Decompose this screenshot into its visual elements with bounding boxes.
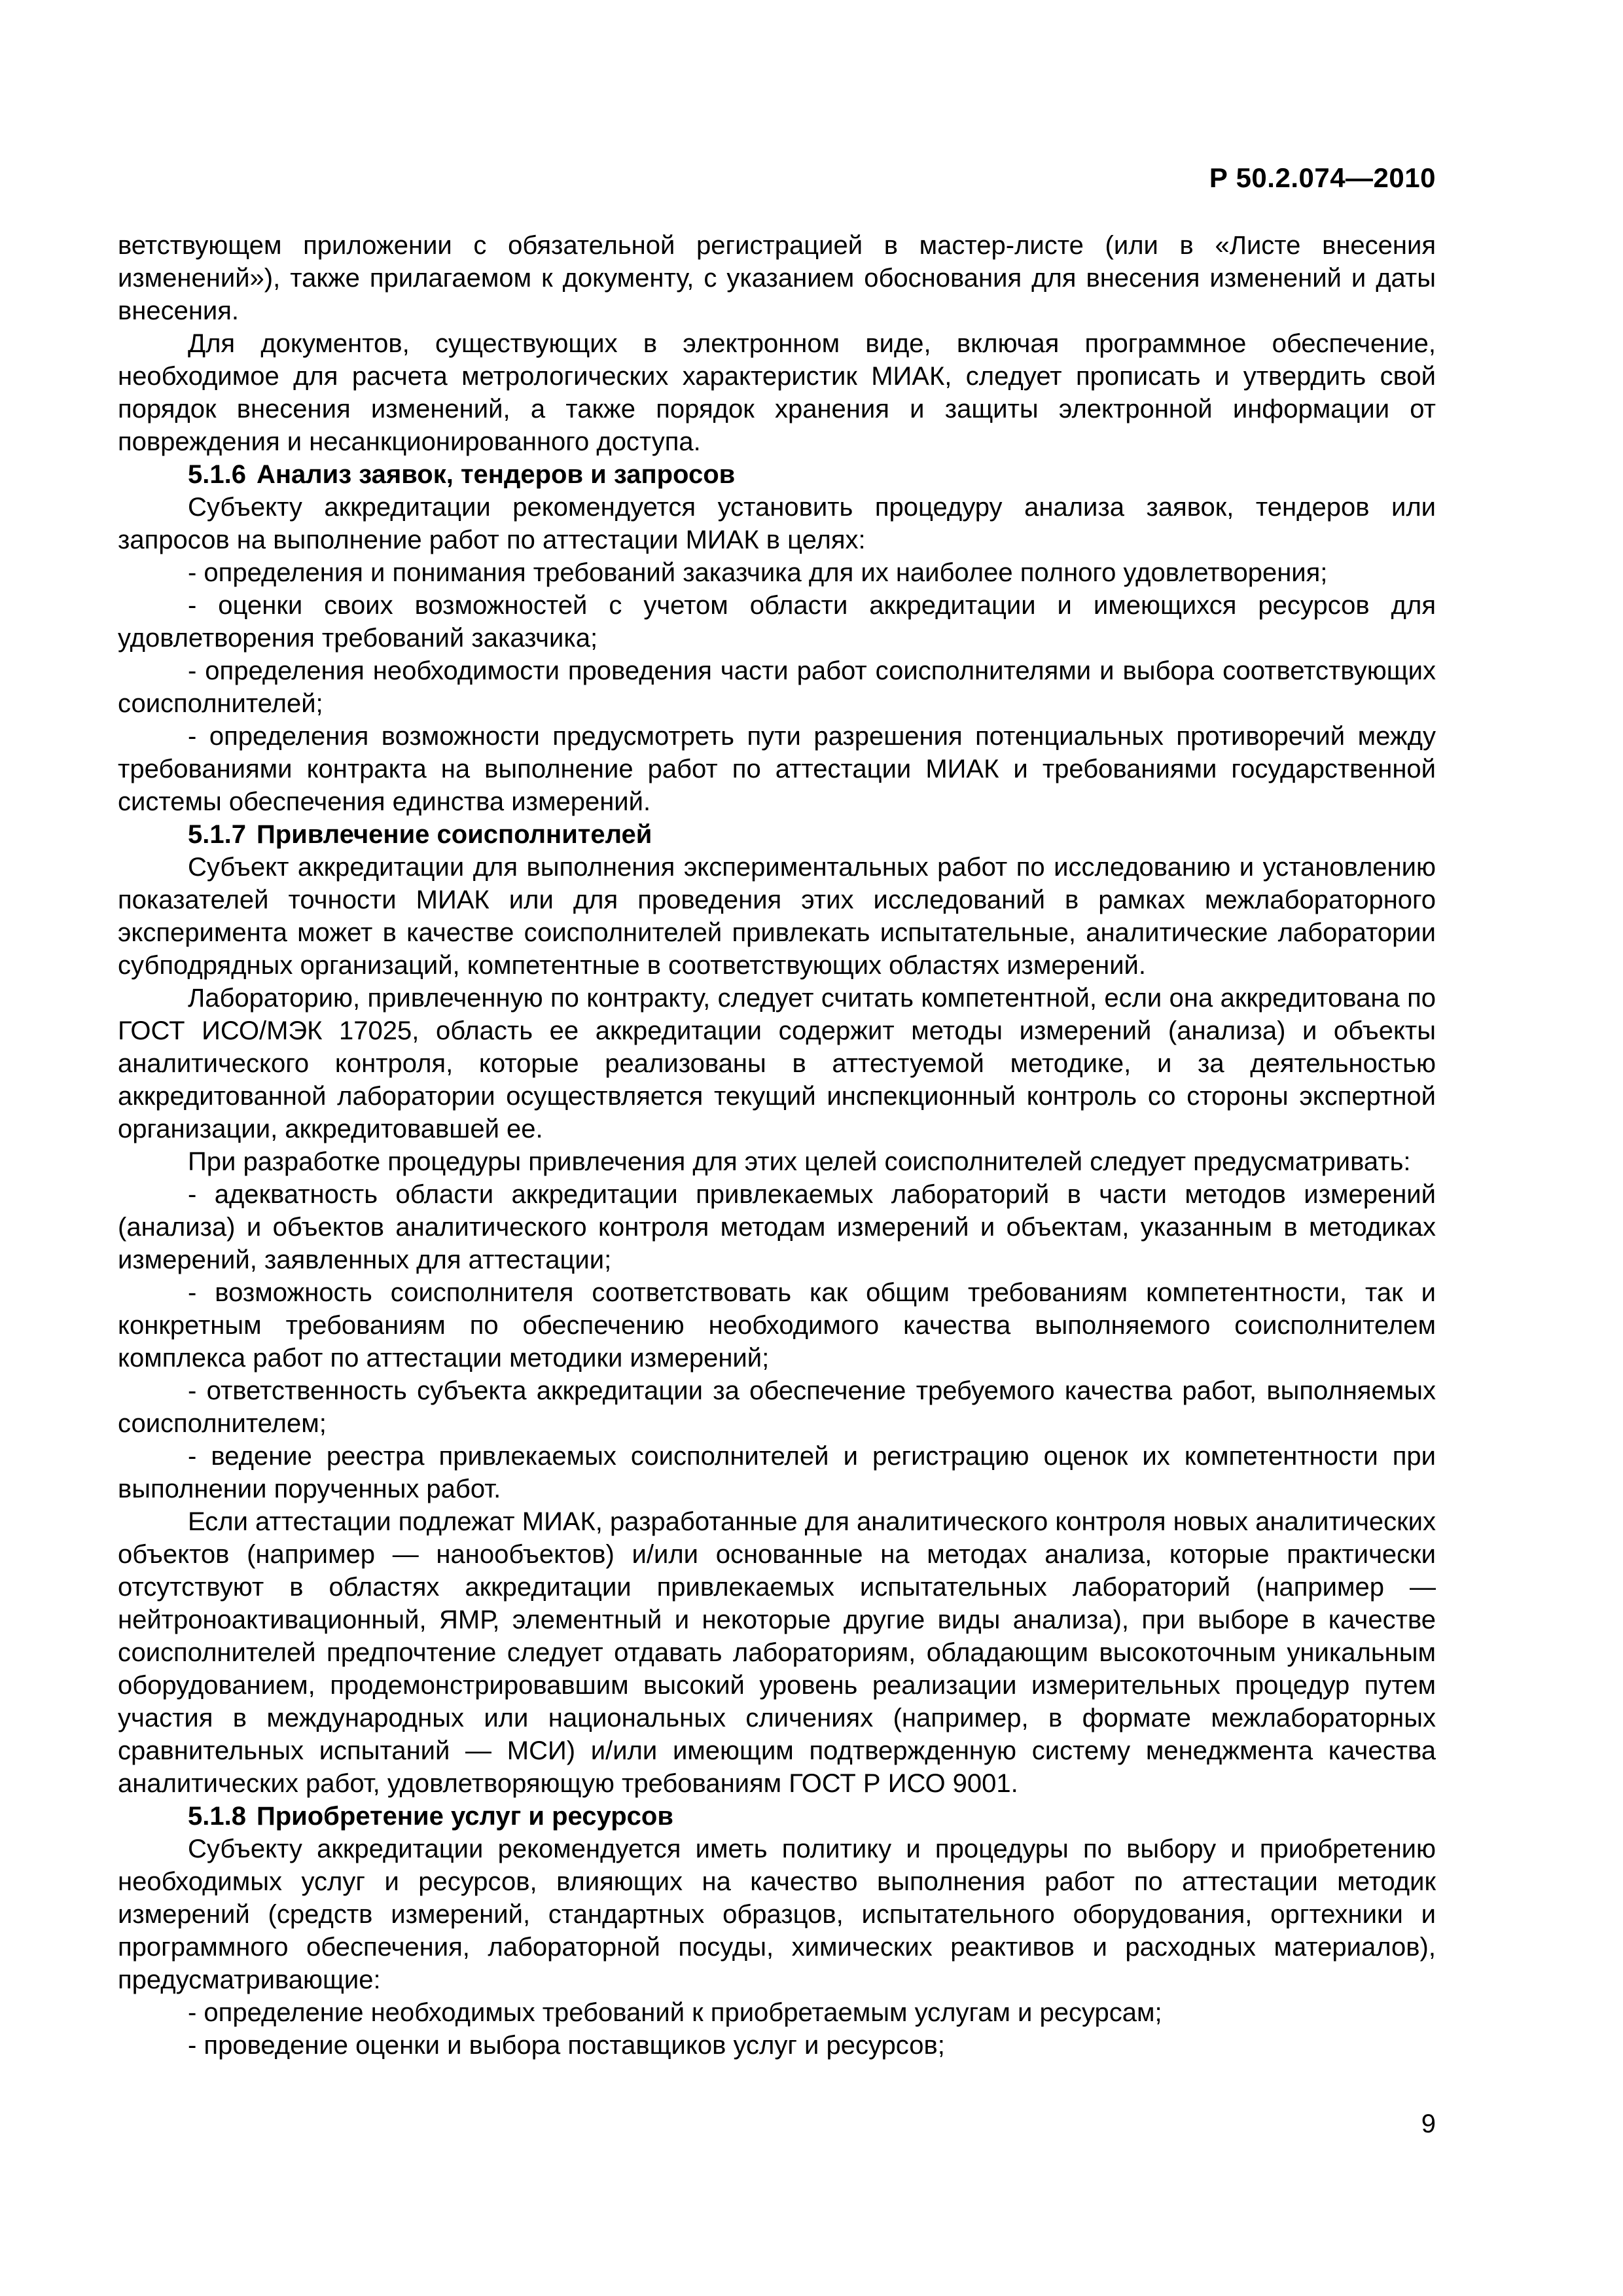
- section-title: Привлечение соисполнителей: [256, 820, 652, 849]
- paragraph: При разработке процедуры привлечения для этих целей соисполнителей следует предусматривать:: [188, 1147, 1411, 1176]
- list-item: - определения и понимания требований заказчика для их наиболее полного удовлетворения;: [188, 558, 1328, 587]
- list-item: - проведение оценки и выбора поставщиков услуг и ресурсов;: [188, 2031, 945, 2060]
- paragraph: Субъект аккредитации для выполнения экспериментальных работ по исследованию и установлению показателей точности МИАК или для проведения этих исследований в рамках межлабораторного эксперимента может в качестве соисполнителей привлекать испытательные, аналитические лаборатории субподрядных организаций, компетентные в соответствующих областях измерений.: [118, 853, 1436, 980]
- list-item: - возможность соисполнителя соответствовать как общим требованиям компетентности, так и конкретным требованиям по обеспечению необходимого качества выполняемого соисполнителем комплекса работ по аттестации методики измерений;: [118, 1278, 1436, 1372]
- list-item: - ответственность субъекта аккредитации за обеспечение требуемого качества работ, выполняемых соисполнителем;: [118, 1376, 1436, 1438]
- page-body: [118, 229, 1436, 2062]
- section-heading-5-1-8: [118, 1800, 1436, 1833]
- page-number: 9: [1421, 2109, 1436, 2138]
- section-number: 5.1.7: [188, 820, 246, 849]
- paragraph: Если аттестации подлежат МИАК, разработанные для аналитического контроля новых аналитических объектов (например — нанообъектов) и/или основанные на методах анализа, которые практически отсутствуют в областях аккредитации привлекаемых испытательных лабораторий (например — нейтроноактивационный, ЯМР, элементный и некоторые другие виды анализа), при выборе в качестве соисполнителей предпочтение следует отдавать лабораториям, обладающим высокоточным уникальным оборудованием, продемонстрировавшим высокий уровень реализации измерительных процедур путем участия в международных или национальных сличениях (например, в формате межлабораторных сравнительных испытаний — МСИ) и/или имеющим подтвержденную систему менеджмента качества аналитических работ, удовлетворяющую требованиям ГОСТ Р ИСО 9001.: [118, 1507, 1436, 1798]
- section-title: Приобретение услуг и ресурсов: [256, 1802, 673, 1831]
- list-item: - адекватность области аккредитации привлекаемых лабораторий в части методов измерений (анализа) и объектов аналитического контроля методам измерений и объектам, указанным в методиках измерений, заявленных для аттестации;: [118, 1180, 1436, 1274]
- section-title: Анализ заявок, тендеров и запросов: [256, 460, 736, 489]
- list-item: - ведение реестра привлекаемых соисполнителей и регистрацию оценок их компетентности при выполнении порученных работ.: [118, 1442, 1436, 1503]
- section-heading-5-1-6: [118, 458, 1436, 491]
- paragraph: Для документов, существующих в электронном виде, включая программное обеспечение, необходимое для расчета метрологических характеристик МИАК, следует прописать и утвердить свой порядок внесения изменений, а также порядок хранения и защиты электронной информации от повреждения и несанкционированного доступа.: [118, 329, 1436, 456]
- list-item: - определения необходимости проведения части работ соисполнителями и выбора соответствующих соисполнителей;: [118, 656, 1436, 718]
- section-number: 5.1.8: [188, 1802, 246, 1831]
- section-number: 5.1.6: [188, 460, 246, 489]
- paragraph: Субъекту аккредитации рекомендуется установить процедуру анализа заявок, тендеров или запросов на выполнение работ по аттестации МИАК в целях:: [118, 493, 1436, 554]
- paragraph: Лабораторию, привлеченную по контракту, следует считать компетентной, если она аккредитована по ГОСТ ИСО/МЭК 17025, область ее аккредитации содержит методы измерений (анализа) и объекты аналитического контроля, которые реализованы в аттестуемой методике, и за деятельностью аккредитованной лаборатории осуществляется текущий инспекционный контроль со стороны экспертной организации, аккредитовавшей ее.: [118, 984, 1436, 1143]
- document-code: Р 50.2.074—2010: [1209, 162, 1436, 193]
- paragraph: Субъекту аккредитации рекомендуется иметь политику и процедуры по выбору и приобретению необходимых услуг и ресурсов, влияющих на качество выполнения работ по аттестации методик измерений (средств измерений, стандартных образцов, испытательного оборудования, оргтехники и программного обеспечения, лабораторной посуды, химических реактивов и расходных материалов), предусматривающие:: [118, 1835, 1436, 1994]
- paragraph: ветствующем приложении с обязательной регистрацией в мастер-листе (или в «Листе внесения изменений»), также прилагаемом к документу, с указанием обоснования для внесения изменений и даты внесения.: [118, 231, 1436, 325]
- list-item: - определение необходимых требований к приобретаемым услугам и ресурсам;: [188, 1998, 1162, 2027]
- list-item: - оценки своих возможностей с учетом области аккредитации и имеющихся ресурсов для удовлетворения требований заказчика;: [118, 591, 1436, 653]
- section-heading-5-1-7: [118, 818, 1436, 851]
- list-item: - определения возможности предусмотреть пути разрешения потенциальных противоречий между требованиями контракта на выполнение работ по аттестации МИАК и требованиями государственной системы обеспечения единства измерений.: [118, 722, 1436, 816]
